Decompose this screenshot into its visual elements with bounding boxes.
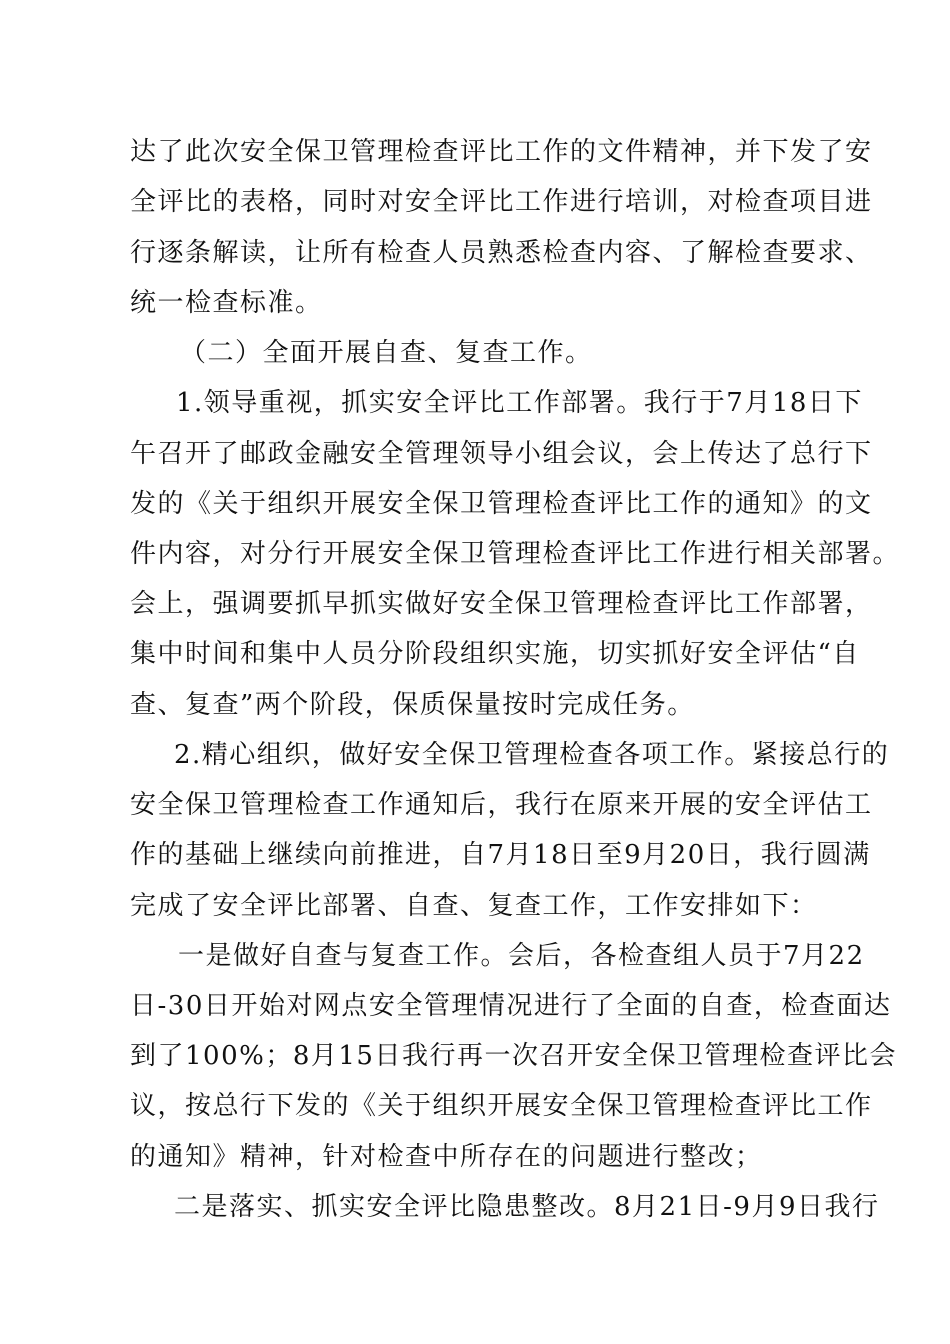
text-line: 二是落实、抓实安全评比隐患整改。8月21日-9月9日我行 [174, 1192, 880, 1222]
text-line: 作的基础上继续向前推进，自7月18日至9月20日，我行圆满 [130, 840, 871, 870]
text-line: 安全保卫管理检查工作通知后，我行在原来开展的安全评估工 [130, 790, 873, 820]
text-line: 的通知》精神，针对检查中所存在的问题进行整改； [130, 1142, 763, 1172]
text-line: 2.精心组织，做好安全保卫管理检查各项工作。紧接总行的 [174, 740, 890, 770]
text-line: 查、复查”两个阶段，保质保量按时完成任务。 [130, 690, 695, 720]
section-heading: （二）全面开展自查、复查工作。 [180, 338, 593, 368]
text-line: 到了100%；8月15日我行再一次召开安全保卫管理检查评比会 [130, 1041, 897, 1071]
text-line: 午召开了邮政金融安全管理领导小组会议，会上传达了总行下 [130, 439, 873, 469]
text-line: 全评比的表格，同时对安全评比工作进行培训，对检查项目进 [130, 187, 873, 217]
text-line: 议，按总行下发的《关于组织开展安全保卫管理检查评比工作 [130, 1091, 873, 1121]
text-line: 一是做好自查与复查工作。会后，各检查组人员于7月22 [178, 941, 865, 971]
text-line: 发的《关于组织开展安全保卫管理检查评比工作的通知》的文 [130, 489, 873, 519]
text-line: 会上，强调要抓早抓实做好安全保卫管理检查评比工作部署， [130, 589, 873, 619]
text-line: 日-30日开始对网点安全管理情况进行了全面的自查，检查面达 [130, 991, 892, 1021]
text-line: 统一检查标准。 [130, 288, 323, 318]
text-line: 1.领导重视，抓实安全评比工作部署。我行于7月18日下 [176, 388, 863, 418]
text-line: 完成了安全评比部署、自查、复查工作，工作安排如下： [130, 891, 818, 921]
text-line: 行逐条解读，让所有检查人员熟悉检查内容、了解检查要求、 [130, 238, 873, 268]
text-line: 集中时间和集中人员分阶段组织实施，切实抓好安全评估“自 [130, 639, 860, 669]
text-line: 件内容，对分行开展安全保卫管理检查评比工作进行相关部署。 [130, 539, 901, 569]
text-line: 达了此次安全保卫管理检查评比工作的文件精神，并下发了安 [130, 137, 873, 167]
